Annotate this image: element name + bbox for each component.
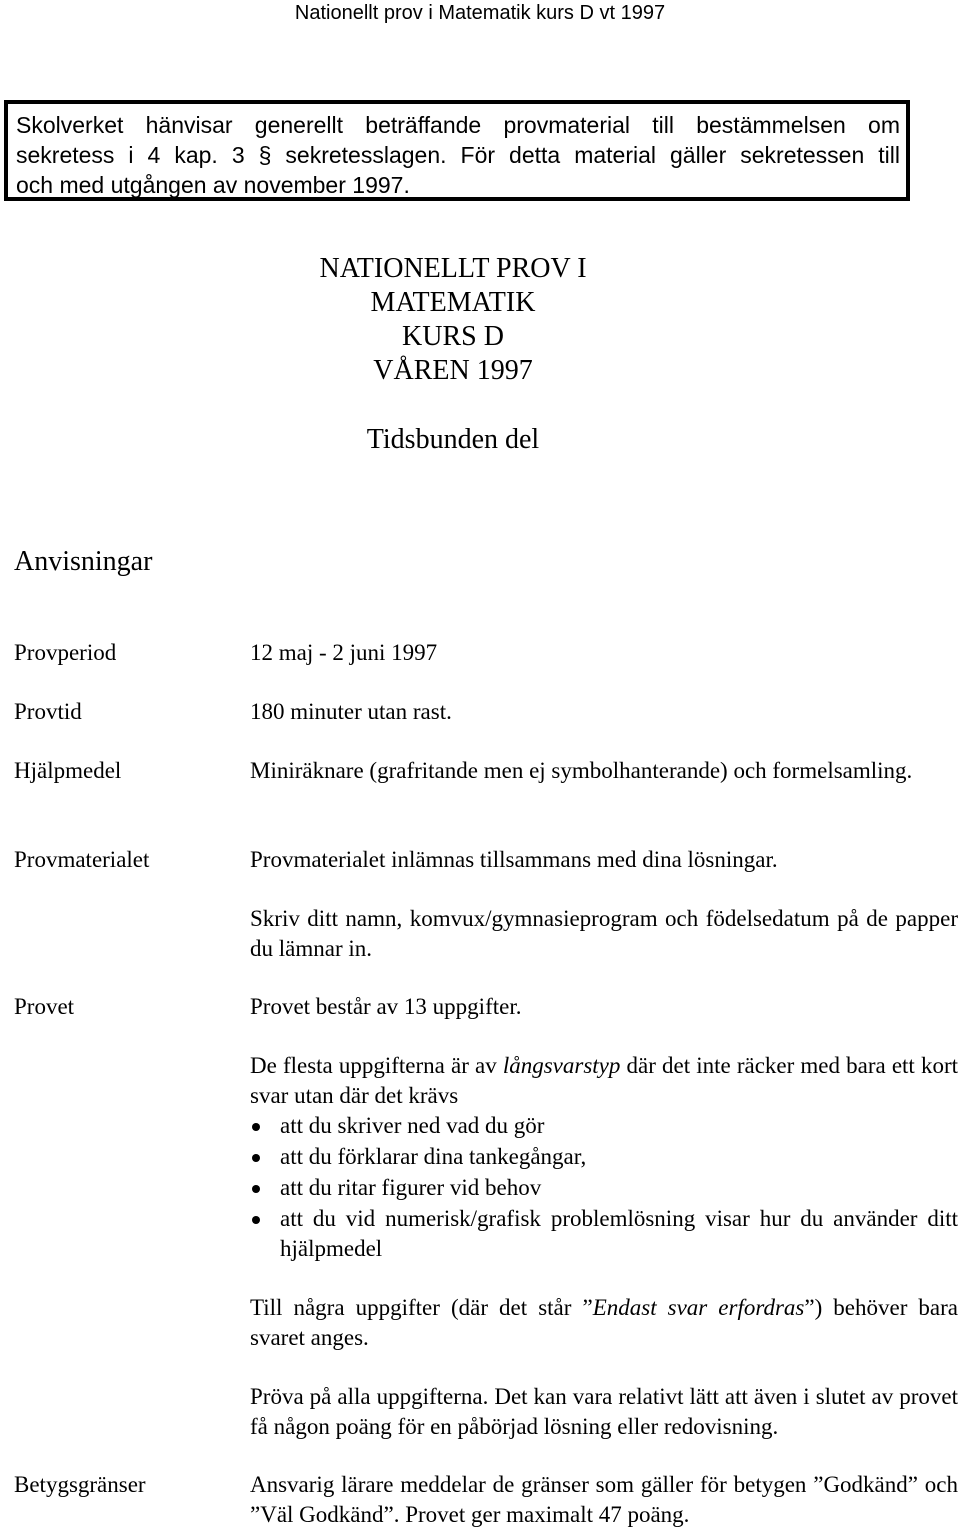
provet-label: Provet xyxy=(14,994,75,1019)
bullet-dot-icon xyxy=(252,1154,260,1162)
bullet-item xyxy=(250,1204,958,1264)
provmaterialet-para-1: Provmaterialet inlämnas tillsammans med dina lösningar. xyxy=(250,847,778,872)
title-line-2: MATEMATIK xyxy=(370,287,536,318)
bullet-text: att du ritar figurer vid behov xyxy=(280,1175,542,1200)
provet-para-2 xyxy=(250,1051,958,1111)
provet-para-3-emphasis: Endast svar erfordras xyxy=(592,1295,805,1320)
bullet-text: att du skriver ned vad du gör xyxy=(280,1113,545,1138)
provet-para-2-emphasis: långsvarstyp xyxy=(502,1053,621,1078)
bullet-dot-icon xyxy=(252,1216,260,1224)
provmaterialet-label: Provmaterialet xyxy=(14,847,150,872)
provet-para-3 xyxy=(250,1293,958,1353)
bullet-item xyxy=(250,1173,958,1203)
notice-line-1: Skolverket hänvisar generellt beträffande provmaterial till bestämmelsen om xyxy=(16,112,900,138)
running-header: Nationellt prov i Matematik kurs D vt 1997 xyxy=(294,2,666,24)
provperiod-label: Provperiod xyxy=(14,640,117,665)
bullet-dot-icon xyxy=(252,1123,260,1131)
bullet-item xyxy=(250,1111,958,1141)
provet-para-2-text-a: De flesta uppgifterna är av xyxy=(250,1053,503,1078)
confidentiality-notice xyxy=(4,100,910,201)
instructions-heading: Anvisningar xyxy=(14,546,153,577)
provtid-value: 180 minuter utan rast. xyxy=(250,699,452,724)
provtid-label: Provtid xyxy=(14,699,82,724)
bullet-item xyxy=(250,1142,958,1172)
document-title xyxy=(0,252,906,388)
hjalpmedel-label: Hjälpmedel xyxy=(14,758,122,783)
title-line-4: VÅREN 1997 xyxy=(373,355,533,386)
notice-line-3: och med utgången av november 1997. xyxy=(16,172,410,198)
provet-para-3-text-b: ”) behöver bara svaret anges. xyxy=(250,1295,958,1350)
document-subtitle: Tidsbunden del xyxy=(366,424,540,455)
title-line-3: KURS D xyxy=(402,321,504,352)
hjalpmedel-value: Miniräknare (grafritande men ej symbolhanterande) och formelsamling. xyxy=(250,758,913,783)
provet-para-4: Pröva på alla uppgifterna. Det kan vara relativt lätt att även i slutet av provet få någon poäng för en påbörjad lösning eller redovisning. xyxy=(250,1384,958,1439)
provet-bullet-list xyxy=(250,1111,958,1264)
provmaterialet-para-2: Skriv ditt namn, komvux/gymnasieprogram och födelsedatum på de papper du lämnar in. xyxy=(250,906,958,961)
bullet-text: att du vid numerisk/grafisk problemlösning visar hur du använder ditt hjälpmedel xyxy=(280,1206,958,1261)
bullet-dot-icon xyxy=(252,1185,260,1193)
notice-line-2: sekretess i 4 kap. 3 § sekretesslagen. För detta material gäller sekretessen till xyxy=(16,142,900,168)
title-line-1: NATIONELLT PROV I xyxy=(319,253,587,284)
provet-para-2-text-b: där det inte räcker med bara ett kort svar utan där det krävs xyxy=(250,1053,958,1108)
betygsgranser-value: Ansvarig lärare meddelar de gränser som gäller för betygen ”Godkänd” och ”Väl Godkänd”. Provet ger maximalt 47 poäng. xyxy=(250,1472,958,1527)
provperiod-value: 12 maj - 2 juni 1997 xyxy=(250,640,438,665)
provet-para-1: Provet består av 13 uppgifter. xyxy=(250,994,522,1019)
bullet-text: att du förklarar dina tankegångar, xyxy=(280,1144,587,1169)
betygsgranser-label: Betygsgränser xyxy=(14,1472,146,1497)
provet-para-3-text-a: Till några uppgifter (där det står ” xyxy=(250,1295,593,1320)
